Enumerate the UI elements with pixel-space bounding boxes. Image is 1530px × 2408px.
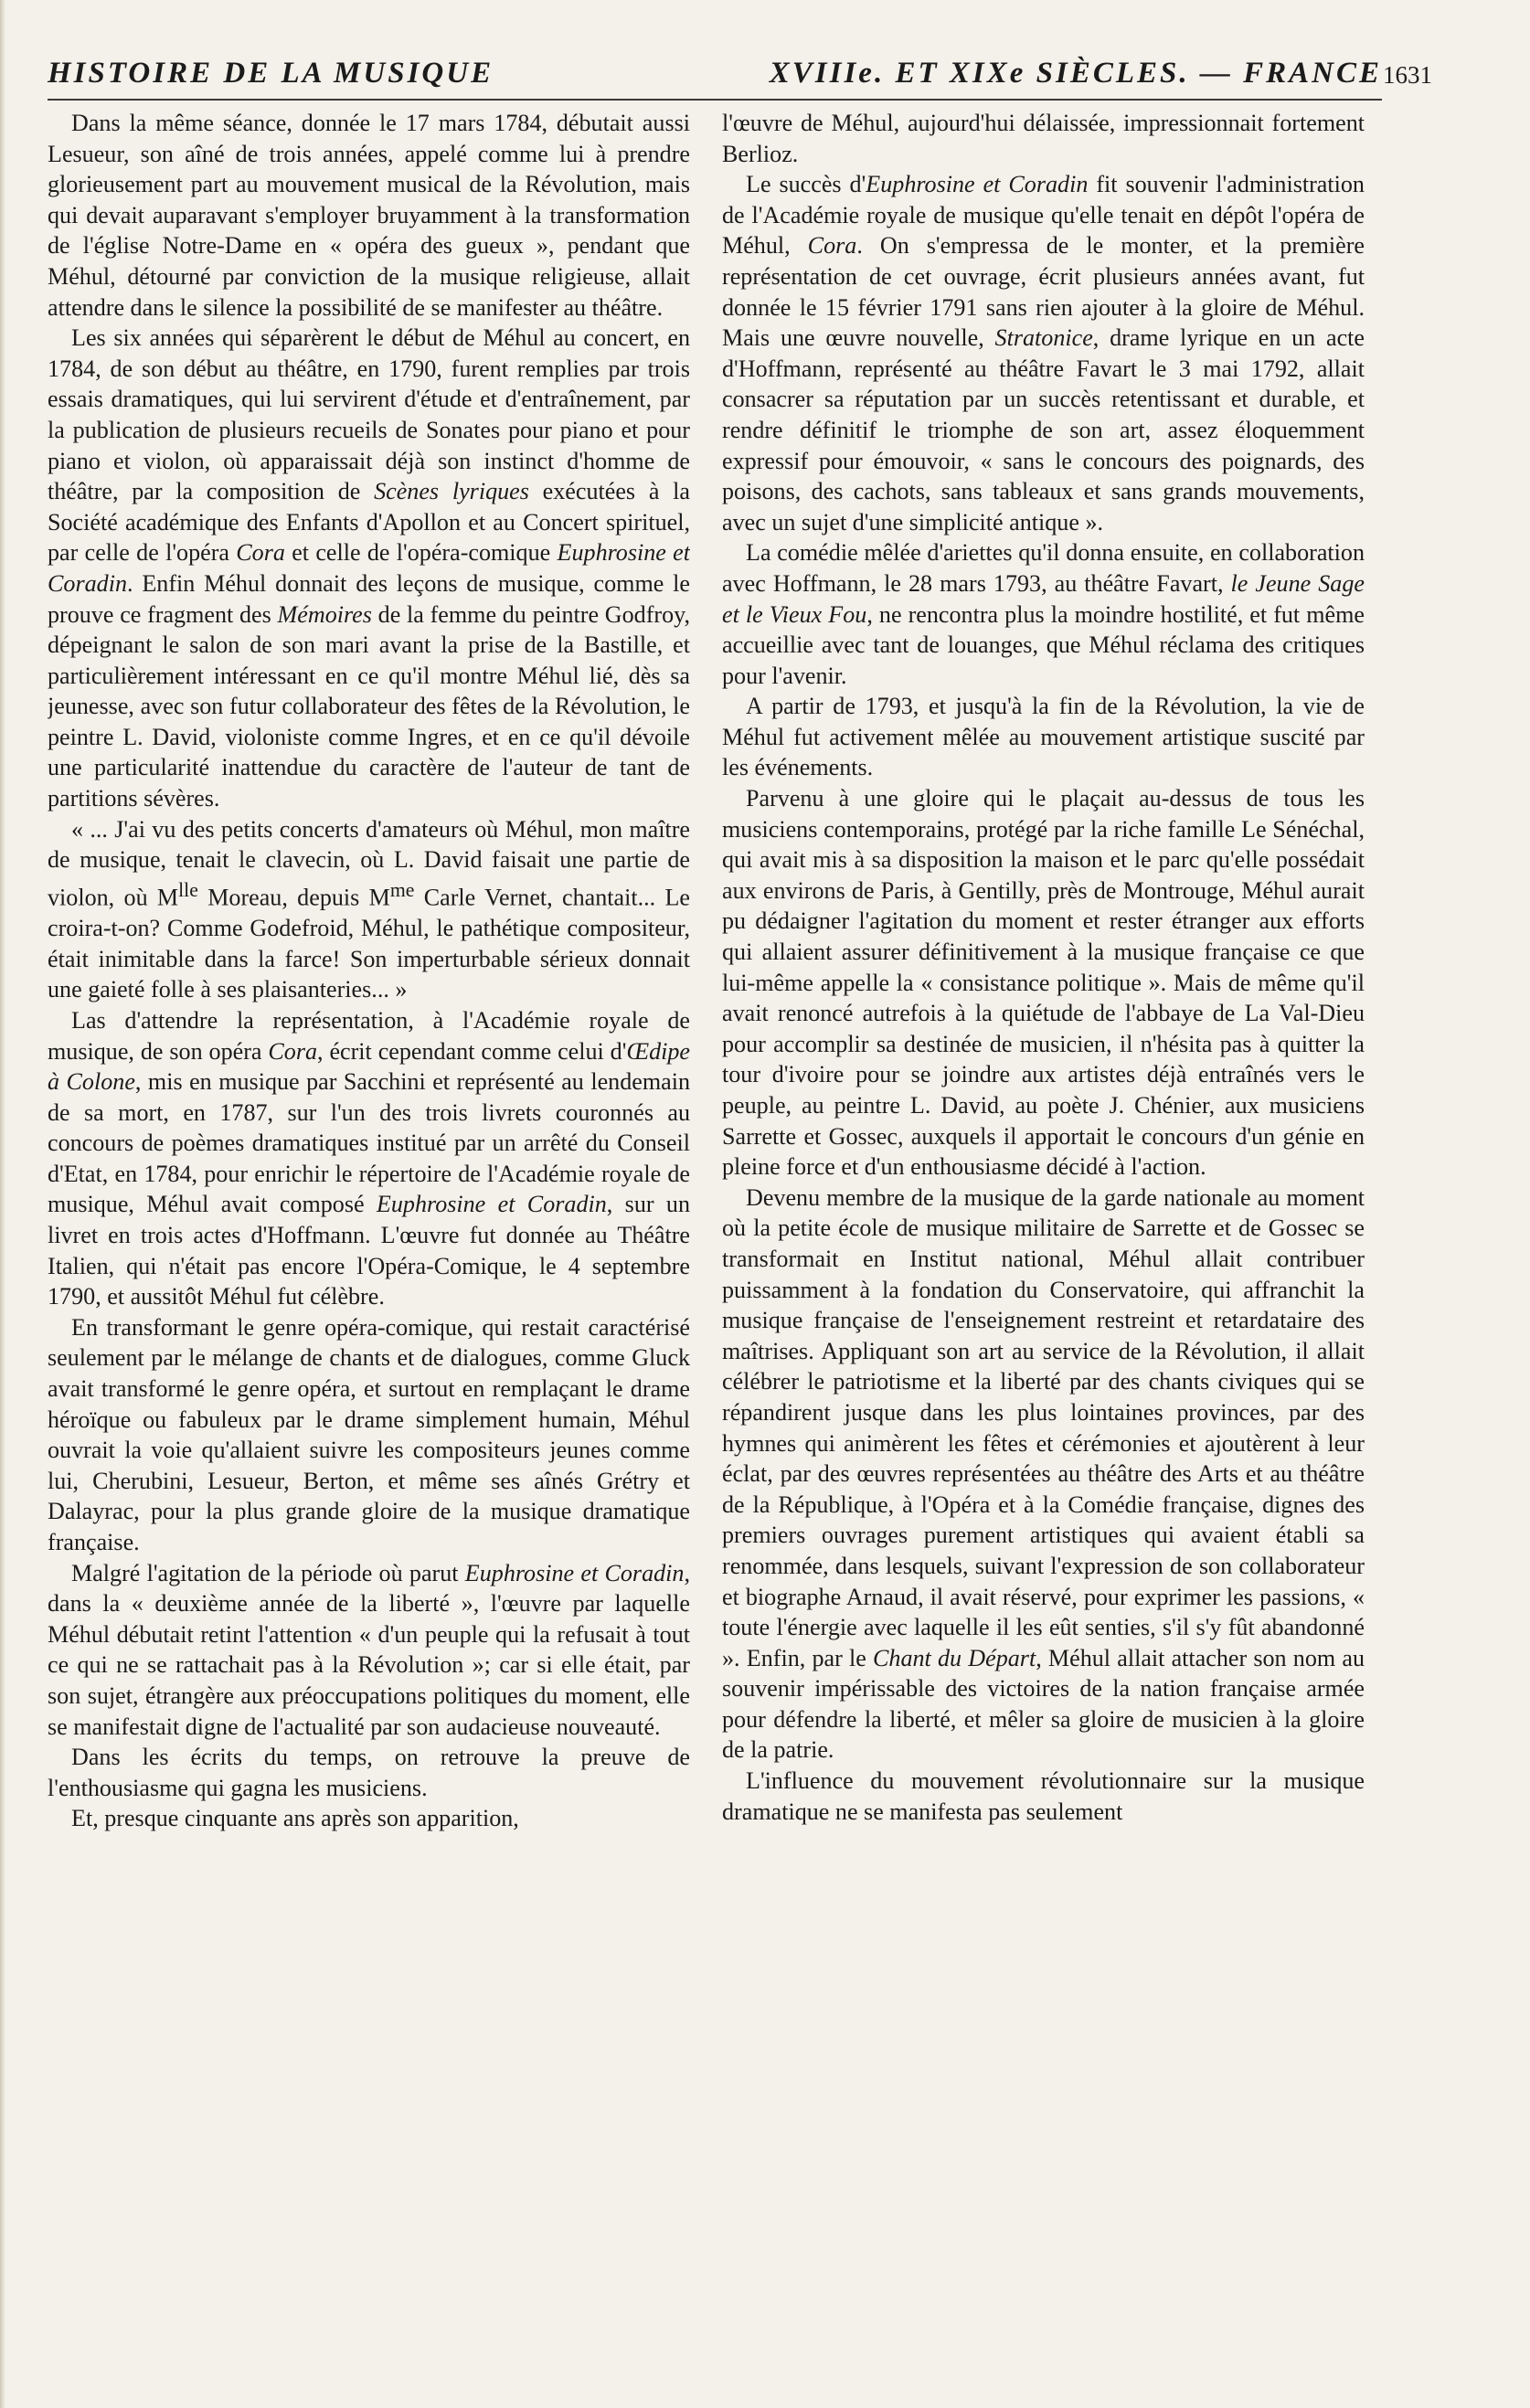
- paragraph: La comédie mêlée d'ariettes qu'il donna ensuite, en collaboration avec Hoffmann, le 28 mars 1793, au théâtre Favart, le Jeune Sage et le Vieux Fou, ne rencontra plus la moindre hostilité, et fut même accueillie avec tant de louanges, que Méhul réclama des critiques pour l'avenir.: [722, 539, 1365, 689]
- paragraph: Las d'attendre la représentation, à l'Académie royale de musique, de son opéra Cora, écrit cependant comme celui d'Œdipe à Colone, mis en musique par Sacchini et représenté au lendemain de sa mort, en 1787, sur l'un des trois livrets couronnés au concours de poèmes dramatiques institué par un arrêté du Conseil d'Etat, en 1784, pour enrichir le répertoire de l'Académie royale de musique, Méhul avait composé Euphrosine et Coradin, sur un livret en trois actes d'Hoffmann. L'œuvre fut donnée au Théâtre Italien, qui n'était pas encore l'Opéra-Comique, le 4 septembre 1790, et aussitôt Méhul fut célèbre.: [48, 1006, 690, 1310]
- paragraph: A partir de 1793, et jusqu'à la fin de la Révolution, la vie de Méhul fut activement mêlée au mouvement artistique suscité par les événements.: [722, 693, 1365, 781]
- header-rule: [48, 99, 1382, 101]
- running-head: [48, 53, 1432, 93]
- running-head-title: HISTOIRE DE LA MUSIQUE: [48, 57, 494, 90]
- running-head-section: XVIIIe. ET XIXe SIÈCLES. — FRANCE: [769, 57, 1382, 90]
- right-text-column: [722, 108, 1365, 2383]
- scan-edge-shadow: [0, 0, 5, 2408]
- paragraph: Malgré l'agitation de la période où parut Euphrosine et Coradin, dans la « deuxième année de la liberté », l'œuvre par laquelle Méhul débutait retint l'attention « d'un peuple qui la refusait à tout ce qui ne se rattachait pas à la Révolution »; car si elle était, par son sujet, étrangère aux préoccupations politiques du moment, elle se manifestait digne de l'actualité par son audacieuse nouveauté.: [48, 1559, 690, 1740]
- paragraph: Dans les écrits du temps, on retrouve la preuve de l'enthousiasme qui gagna les musiciens.: [48, 1744, 690, 1801]
- paragraph: « ... J'ai vu des petits concerts d'amateurs où Méhul, mon maître de musique, tenait le clavecin, où L. David faisait une partie de violon, où $M^{lle}$ Moreau, depuis $M^{me}$ Carle Vernet, chantait... Le croira-t-on? Comme Godefroid, Méhul, le pathétique compositeur, était inimitable dans la farce! Son imperturbable sérieux donnait une gaieté folle à ses plaisanteries... »: [48, 815, 690, 1003]
- paragraph: Dans la même séance, donnée le 17 mars 1784, débutait aussi Lesueur, son aîné de trois années, appelé comme lui à prendre glorieusement part au mouvement musical de la Révolution, mais qui devait auparavant s'employer bruyamment à la transformation de l'église Notre-Dame en « opéra des gueux », pendant que Méhul, détourné par conviction de la musique religieuse, allait attendre dans le silence la possibilité de se manifester au théâtre.: [48, 110, 690, 321]
- paragraph: Devenu membre de la musique de la garde nationale au moment où la petite école de musique militaire de Sarrette et de Gossec se transformait en Institut national, Méhul allait contribuer puissamment à la fondation du Conservatoire, qui affranchit la musique française de l'enseignement restreint et retardataire des maîtrises. Appliquant son art au service de la Révolution, il allait célébrer le patriotisme et la liberté par des chants civiques qui se répandirent jusque dans les plus lointaines provinces, par des hymnes qui animèrent les fêtes et cérémonies et ajoutèrent à leur éclat, par des œuvres représentées au théâtre des Arts et au théâtre de la République, à l'Opéra et à la Comédie française, dignes des premiers ouvrages purement artistiques qui avaient établi sa renommée, dans lesquels, suivant l'expression de son collaborateur et biographe Arnaud, il avait réservé, pour exprimer les passions, « toute l'énergie avec laquelle il les eût senties, s'il s'y fût abandonné ». Enfin, par le Chant du Départ, Méhul allait attacher son nom au souvenir impérissable des victoires de la nation française armée pour défendre la liberté, et mêler sa gloire de musicien à la gloire de la patrie.: [722, 1183, 1365, 1764]
- paragraph: Et, presque cinquante ans après son apparition,: [71, 1805, 519, 1832]
- paragraph: Parvenu à une gloire qui le plaçait au-dessus de tous les musiciens contemporains, protégé par la riche famille Le Sénéchal, qui avait mis à sa disposition la maison et le parc qu'elle possédait aux environs de Paris, à Gentilly, près de Montrouge, Méhul aurait pu dédaigner l'agitation du moment et rester étranger aux efforts qui allaient assurer définitivement à la musique française ce que lui-même appelle la « consistance politique ». Mais de même qu'il avait renoncé autrefois à la quiétude de l'abbaye de La Val-Dieu pour accomplir sa destinée de musicien, il n'hésita pas à quitter la tour d'ivoire pour se joindre aux artistes déjà entraînés vers le peuple, au peintre L. David, au poète J. Chénier, aux musiciens Sarrette et Gossec, auxquels il apportait le concours d'un génie en pleine force et d'un enthousiasme décidé à l'action.: [722, 785, 1365, 1181]
- paragraph: Le succès d'Euphrosine et Coradin fit souvenir l'administration de l'Académie royale de musique qu'elle tenait en dépôt l'opéra de Méhul, Cora. On s'empressa de le monter, et la première représentation de cet ouvrage, écrit plusieurs années avant, fut donnée le 15 février 1791 sans rien ajouter à la gloire de Méhul. Mais une œuvre nouvelle, Stratonice, drame lyrique en un acte d'Hoffmann, représenté au théâtre Favart le 3 mai 1792, allait consacrer sa réputation par un succès retentissant et durable, et rendre définitif le triomphe de son art, assez éloquemment expressif pour émouvoir, « sans le concours des poignards, des poisons, des cachots, sans tableaux et sans grands mouvements, avec un sujet d'une simplicité antique ».: [722, 171, 1365, 536]
- page-number: 1631: [1383, 61, 1432, 89]
- paragraph: l'œuvre de Méhul, aujourd'hui délaissée, impressionnait fortement Berlioz.: [722, 110, 1365, 167]
- left-text-column: [48, 108, 690, 2383]
- paragraph: L'influence du mouvement révolutionnaire sur la musique dramatique ne se manifesta pas seulement: [722, 1767, 1365, 1825]
- paragraph: En transformant le genre opéra-comique, qui restait caractérisé seulement par le mélange de chants et de dialogues, comme Gluck avait transformé le genre opéra, et surtout en remplaçant le drame héroïque ou fabuleux par le drame simplement humain, Méhul ouvrait la voie qu'allaient suivre les compositeurs jeunes comme lui, Cherubini, Lesueur, Berton, et même ses aînés Grétry et Dalayrac, pour la plus grande gloire de la musique dramatique française.: [48, 1313, 690, 1555]
- paragraph: Les six années qui séparèrent le début de Méhul au concert, en 1784, de son début au théâtre, en 1790, furent remplies par trois essais dramatiques, qui lui servirent d'étude et d'entraînement, par la publication de plusieurs recueils de Sonates pour piano et pour piano et violon, où apparaissait déjà son instinct d'homme de théâtre, par la composition de Scènes lyriques exécutées à la Société académique des Enfants d'Apollon et au Concert spirituel, par celle de l'opéra Cora et celle de l'opéra-comique Euphrosine et Coradin. Enfin Méhul donnait des leçons de musique, comme le prouve ce fragment des Mémoires de la femme du peintre Godfroy, dépeignant le salon de son mari avant la prise de la Bastille, et particulièrement intéressant en ce qu'il montre Méhul lié, dès sa jeunesse, avec son futur collaborateur des fêtes de la Révolution, le peintre L. David, violoniste comme Ingres, et en ce qu'il dévoile une particularité inattendue du caractère de l'auteur de tant de partitions sévères.: [48, 324, 690, 812]
